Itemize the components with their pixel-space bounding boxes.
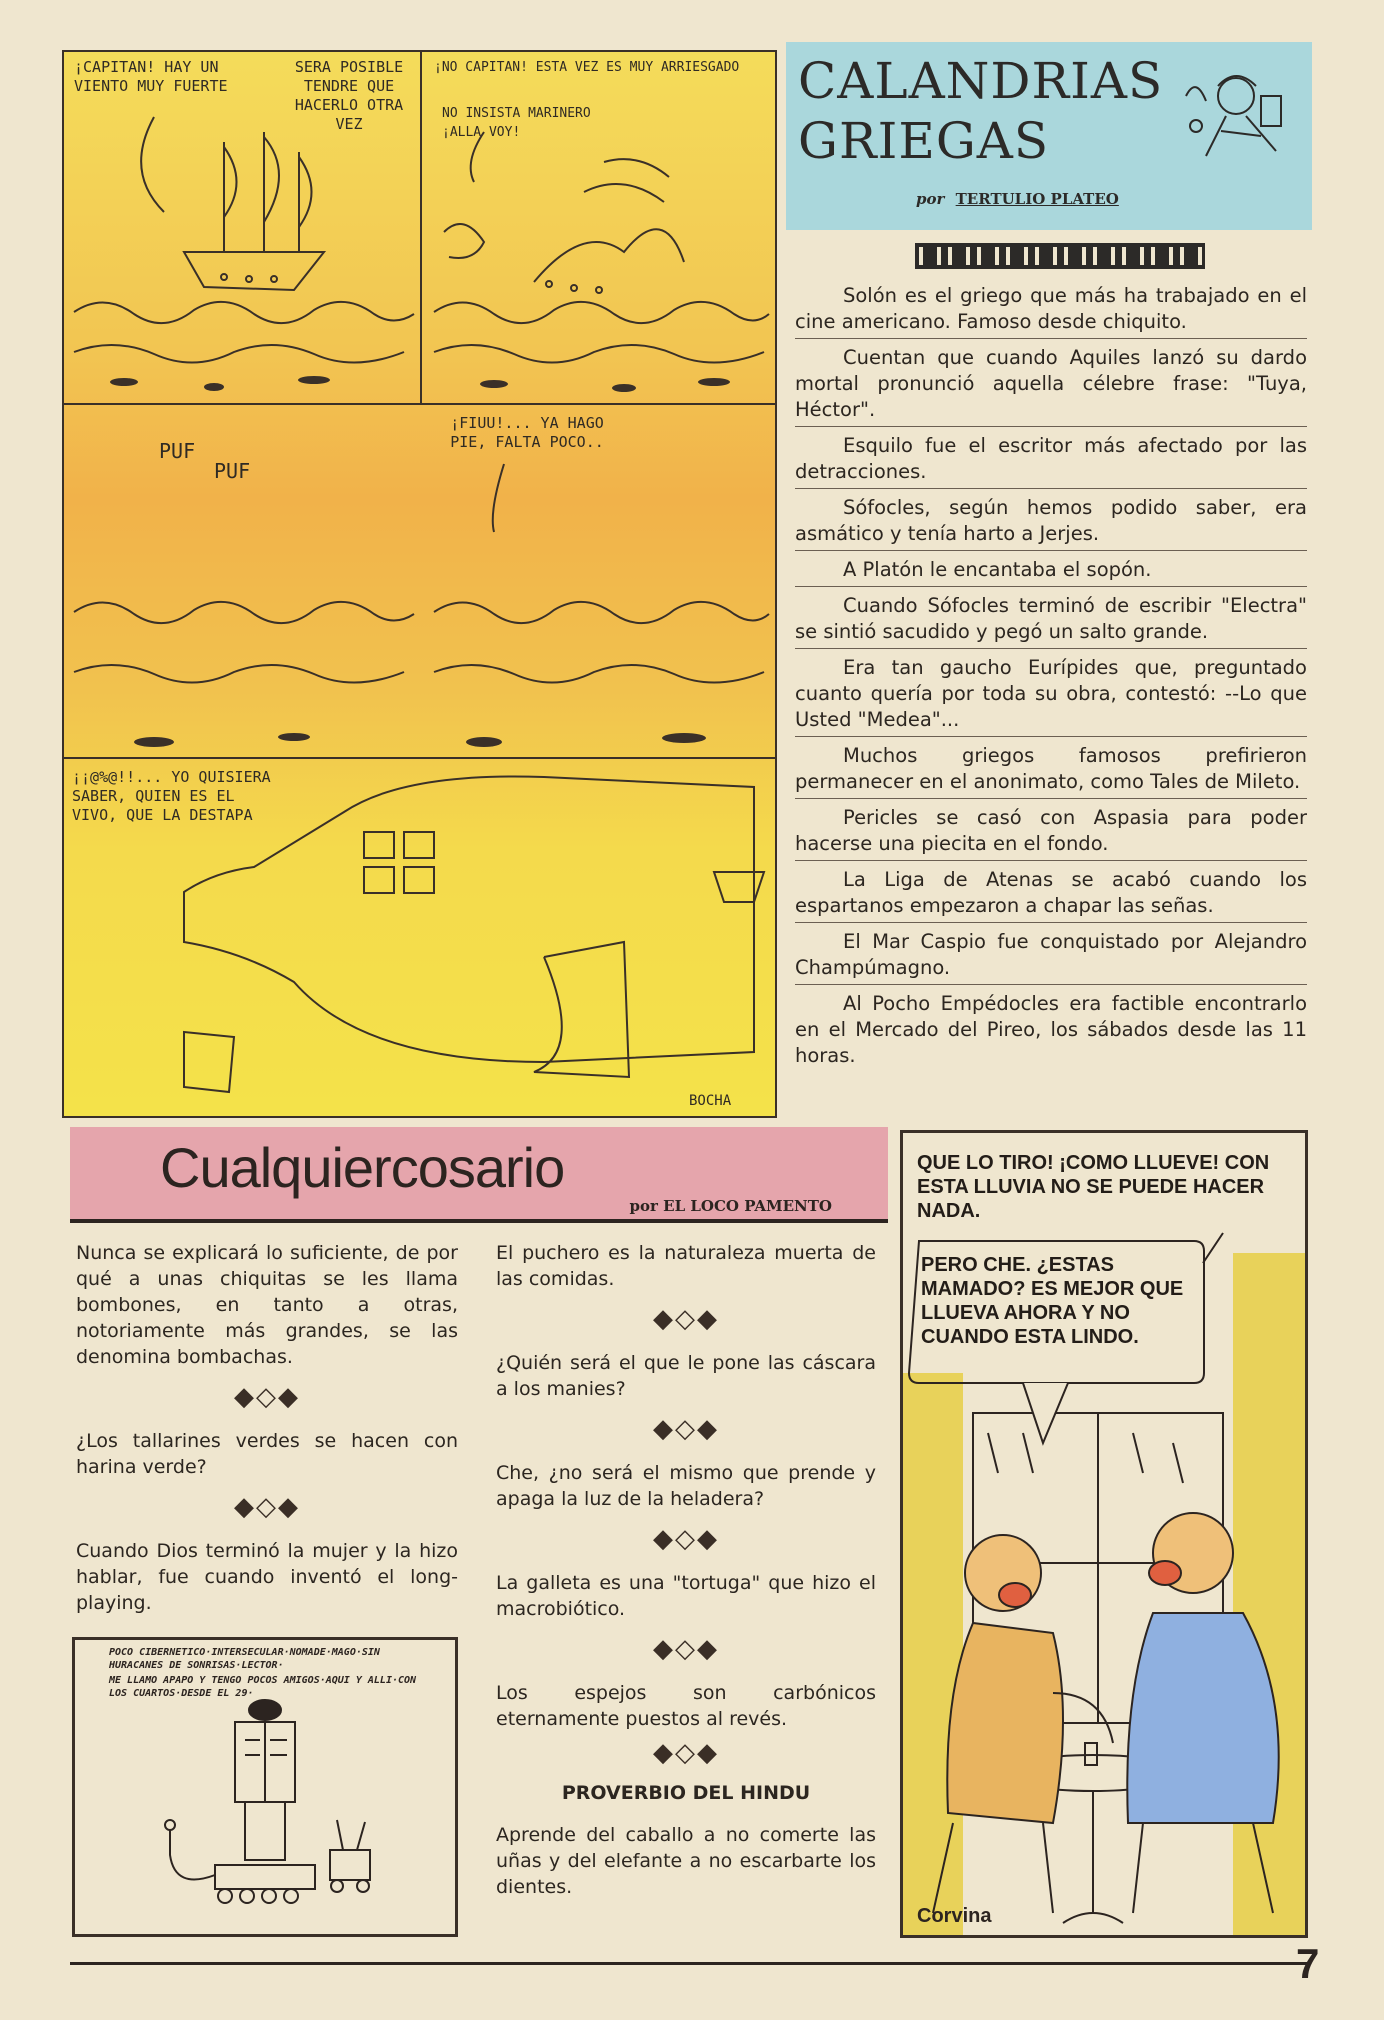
calandrias-item: El Mar Caspio fue conquistado por Alejandro Champúmagno. — [795, 929, 1307, 985]
calandrias-item: Esquilo fue el escritor más afectado por las detracciones. — [795, 433, 1307, 489]
cualquier-left-column — [76, 1240, 458, 1622]
panel2-balloon: ¡NO CAPITAN! ESTA VEZ ES MUY ARRIESGADO — [434, 60, 740, 75]
calandrias-byline — [916, 190, 1119, 208]
calandrias-item: Era tan gaucho Eurípides que, preguntado cuanto quería por toda su obra, contestó: --Lo que Usted "Medea"... — [795, 655, 1307, 737]
calandrias-item: Muchos griegos famosos prefirieron permanecer en el anonimato, como Tales de Mileto. — [795, 743, 1307, 799]
bocha-comic — [62, 50, 777, 1118]
ornament: ◆◇◆ — [653, 1634, 719, 1664]
cualquier-item: Che, ¿no será el mismo que prende y apaga la luz de la heladera? — [496, 1462, 876, 1510]
cualquier-item: La galleta es una "tortuga" que hizo el macrobiótico. — [496, 1572, 876, 1620]
cualquier-item: El puchero es la naturaleza muerta de las comidas. — [496, 1242, 876, 1290]
cualquier-item: Los espejos son carbónicos eternamente puestos al revés. — [496, 1682, 876, 1730]
corvina-balloon-2: PERO CHE. ¿ESTAS MAMADO? ES MEJOR QUE LLUEVA AHORA Y NO CUANDO ESTA LINDO. — [921, 1254, 1184, 1348]
page-number: 7 — [1296, 1940, 1320, 1987]
ornament: ◆◇◆ — [234, 1382, 300, 1412]
bottom-rule — [70, 1962, 1310, 1965]
ornament: ◆◇◆ — [653, 1304, 719, 1334]
greek-figure-illustration — [1166, 56, 1296, 176]
panel5-balloon: ¡¡@%@!!... YO QUISIERA SABER, QUIEN ES EL VIVO, QUE LA DESTAPA — [72, 768, 271, 824]
calandrias-item: Al Pocho Empédocles era factible encontrarlo en el Mercado del Pireo, los sábados desde las 11 horas. — [795, 992, 1307, 1067]
calandrias-item: Cuentan que cuando Aquiles lanzó su dardo mortal pronunció aquella célebre frase: "Tuya, Héctor". — [795, 345, 1307, 427]
calandrias-item: Pericles se casó con Aspasia para poder hacerse una piecita en el fondo. — [795, 805, 1307, 861]
byline-author: TERTULIO PLATEO — [955, 190, 1119, 208]
cualquier-item: ¿Los tallarines verdes se hacen con harina verde? — [76, 1430, 458, 1478]
proverb-title: PROVERBIO DEL HINDU — [561, 1782, 811, 1804]
panel1b-balloon: SERA POSIBLE TENDRE QUE HACERLO OTRA VEZ — [294, 58, 404, 133]
bocha-signature: BOCHA — [689, 1093, 732, 1109]
apapo-box — [72, 1637, 458, 1937]
calandrias-header — [786, 42, 1312, 230]
ornament: ◆◇◆ — [653, 1524, 719, 1554]
cualquier-item: Cuando Dios terminó la mujer y la hizo hablar, fue cuando inventó el long-playing. — [76, 1540, 458, 1614]
panel3-balloon: ¡FIUU!... YA HAGO PIE, FALTA POCO.. — [450, 414, 604, 451]
comic-drawing — [64, 52, 775, 1116]
calandrias-title-line1: CALANDRIAS — [798, 52, 1164, 110]
cualquier-item: ¿Quién será el que le pone las cáscara a los manies? — [496, 1352, 876, 1400]
calandrias-item: Sófocles, según hemos podido saber, era asmático y tenía harto a Jerjes. — [795, 495, 1307, 551]
apapo-text-inner: ME LLAMO APAPO Y TENGO POCOS AMIGOS·AQUI Y ALLI·CON LOS CUARTOS·DESDE EL 29· — [109, 1675, 417, 1699]
apapo-text-top: POCO CIBERNETICO·INTERSECULAR·NOMADE·MAGO·SIN HURACANES DE SONRISAS·LECTOR· — [109, 1647, 380, 1671]
panel1-balloon: ¡CAPITAN! HAY UN VIENTO MUY FUERTE — [74, 58, 228, 95]
corvina-balloon-1: QUE LO TIRO! ¡COMO LLUEVE! CON ESTA LLUVIA NO SE PUEDE HACER NADA. — [917, 1152, 1270, 1222]
sfx-puf-1: PUF — [159, 439, 196, 463]
calandrias-item: Cuando Sófocles terminó de escribir "Electra" se sintió sacudido y pegó un salto grande. — [795, 593, 1307, 649]
cualquiercosario-title: Cualquiercosario — [160, 1136, 565, 1199]
corvina-comic — [900, 1130, 1308, 1938]
calandrias-item: Solón es el griego que más ha trabajado en el cine americano. Famoso desde chiquito. — [795, 283, 1307, 339]
greek-key-border — [915, 243, 1205, 269]
corvina-signature: Corvina — [917, 1905, 992, 1927]
byline-prefix: por — [916, 190, 945, 208]
calandrias-list — [795, 283, 1307, 1078]
panel2b-balloon: NO INSISTA MARINERO ¡ALLA VOY! — [442, 106, 591, 140]
proverb-text: Aprende del caballo a no comerte las uñas y del elefante a no escarbarte los dientes. — [496, 1824, 876, 1898]
cualquiercosario-header — [70, 1127, 888, 1223]
ornament: ◆◇◆ — [234, 1492, 300, 1522]
sfx-puf-2: PUF — [214, 459, 251, 483]
cualquier-right-column — [496, 1240, 876, 1906]
calandrias-item: A Platón le encantaba el sopón. — [795, 557, 1307, 587]
cualquiercosario-byline: por EL LOCO PAMENTO — [629, 1197, 832, 1215]
calandrias-title-line2: GRIEGAS — [798, 112, 1050, 170]
ornament: ◆◇◆ — [653, 1414, 719, 1444]
calandrias-item: La Liga de Atenas se acabó cuando los espartanos empezaron a chapar las señas. — [795, 867, 1307, 923]
ornament: ◆◇◆ — [653, 1738, 719, 1768]
cualquier-item: Nunca se explicará lo suficiente, de por qué a unas chiquitas se les llama bombones, en tanto a otras, notoriamente más grandes, se las denomina bombachas. — [76, 1242, 458, 1368]
